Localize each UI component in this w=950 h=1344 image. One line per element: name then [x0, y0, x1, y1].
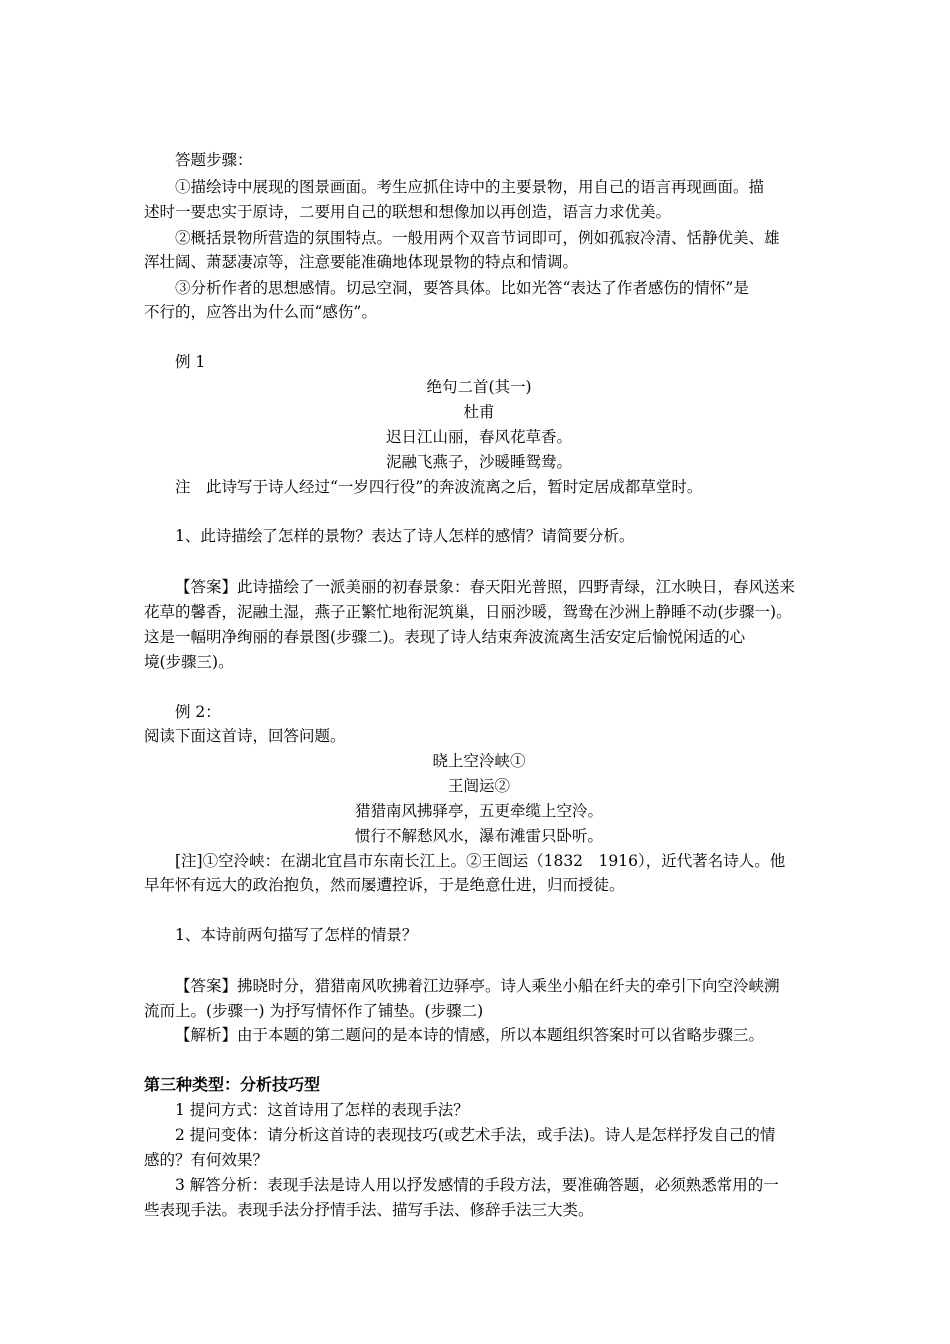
- section-3-item-1: 1 提问方式：这首诗用了怎样的表现手法？: [175, 1101, 469, 1119]
- example-2-question: 1、本诗前两句描写了怎样的情景？: [175, 926, 418, 944]
- example-1-author: 杜甫: [463, 403, 495, 421]
- section-3-item-3-line-1: 3 解答分析：表现手法是诗人用以抒发感情的手段方法，要准确答题，必须熟悉常用的一: [175, 1176, 779, 1194]
- step-2-line-1: ②概括景物所营造的氛围特点。一般用两个双音节词即可，例如孤寂冷清、恬静优美、雄: [175, 229, 780, 247]
- example-2-analysis: 【解析】由于本题的第二题问的是本诗的情感，所以本题组织答案时可以省略步骤三。: [175, 1026, 765, 1044]
- section-3-item-3-line-2: 些表现手法。表现手法分抒情手法、描写手法、修辞手法三大类。: [144, 1201, 594, 1219]
- example-2-note-line-2: 早年怀有远大的政治抱负，然而屡遭控诉，于是绝意仕进，归而授徒。: [144, 876, 625, 894]
- example-1-poem-title: 绝句二首(其一): [426, 378, 532, 396]
- steps-title: 答题步骤：: [175, 151, 253, 169]
- example-2-poem-line-1: 猎猎南风拂驿亭，五更牵缆上空泠。: [354, 802, 603, 820]
- example-2-answer-line-2: 流而上。(步骤一) 为抒写情怀作了铺垫。(步骤二): [144, 1002, 484, 1020]
- example-1-poem-line-2: 泥融飞燕子，沙暖睡鸳鸯。: [385, 453, 572, 471]
- example-1-answer-line-3: 这是一幅明净绚丽的春景图(步骤二)。表现了诗人结束奔波流离生活安定后愉悦闲适的心: [144, 628, 746, 646]
- example-2-note-line-1: [注]①空泠峡：在湖北宜昌市东南长江上。②王闿运（1832 1916），近代著名诗人。他: [175, 852, 786, 870]
- example-2-poem-title: 晓上空泠峡①: [432, 752, 526, 770]
- step-1-line-1: ①描绘诗中展现的图景画面。考生应抓住诗中的主要景物，用自己的语言再现画面。描: [175, 178, 765, 196]
- example-2-poem-line-2: 惯行不解愁风水，瀑布滩雷只卧听。: [354, 827, 603, 845]
- example-2-instruction: 阅读下面这首诗，回答问题。: [144, 727, 346, 745]
- section-3-item-2-line-1: 2 提问变体：请分析这首诗的表现技巧(或艺术手法，或手法)。诗人是怎样抒发自己的情: [175, 1126, 776, 1144]
- example-1-question: 1、此诗描绘了怎样的景物？表达了诗人怎样的感情？请简要分析。: [175, 527, 635, 545]
- example-2-label: 例 2：: [175, 703, 221, 721]
- example-1-answer-line-4: 境(步骤三)。: [144, 653, 234, 671]
- step-2-line-2: 浑壮阔、萧瑟凄凉等，注意要能准确地体现景物的特点和情调。: [144, 253, 579, 271]
- section-3-heading: 第三种类型：分析技巧型: [144, 1075, 321, 1094]
- example-1-answer-line-2: 花草的馨香，泥融土湿，燕子正繁忙地衔泥筑巢，日丽沙暖，鸳鸯在沙洲上静睡不动(步骤一)。: [144, 603, 792, 621]
- step-3-line-1: ③分析作者的思想感情。切忌空洞，要答具体。比如光答“表达了作者感伤的情怀”是: [175, 279, 749, 297]
- example-1-poem-line-1: 迟日江山丽，春风花草香。: [385, 428, 572, 446]
- example-1-answer-line-1: 【答案】此诗描绘了一派美丽的初春景象：春天阳光普照，四野青绿，江水映日，春风送来: [175, 578, 796, 596]
- step-3-line-2: 不行的，应答出为什么而“感伤”。: [144, 303, 377, 321]
- example-1-label: 例 1: [175, 353, 206, 371]
- example-2-author: 王闿运②: [447, 777, 510, 795]
- step-1-line-2: 述时一要忠实于原诗，二要用自己的联想和想像加以再创造，语言力求优美。: [144, 203, 672, 221]
- example-1-note: 注 此诗写于诗人经过“一岁四行役”的奔波流离之后，暂时定居成都草堂时。: [175, 478, 703, 496]
- section-3-item-2-line-2: 感的？有何效果？: [144, 1151, 269, 1169]
- example-2-answer-line-1: 【答案】拂晓时分，猎猎南风吹拂着江边驿亭。诗人乘坐小船在纤夫的牵引下向空泠峡溯: [175, 977, 780, 995]
